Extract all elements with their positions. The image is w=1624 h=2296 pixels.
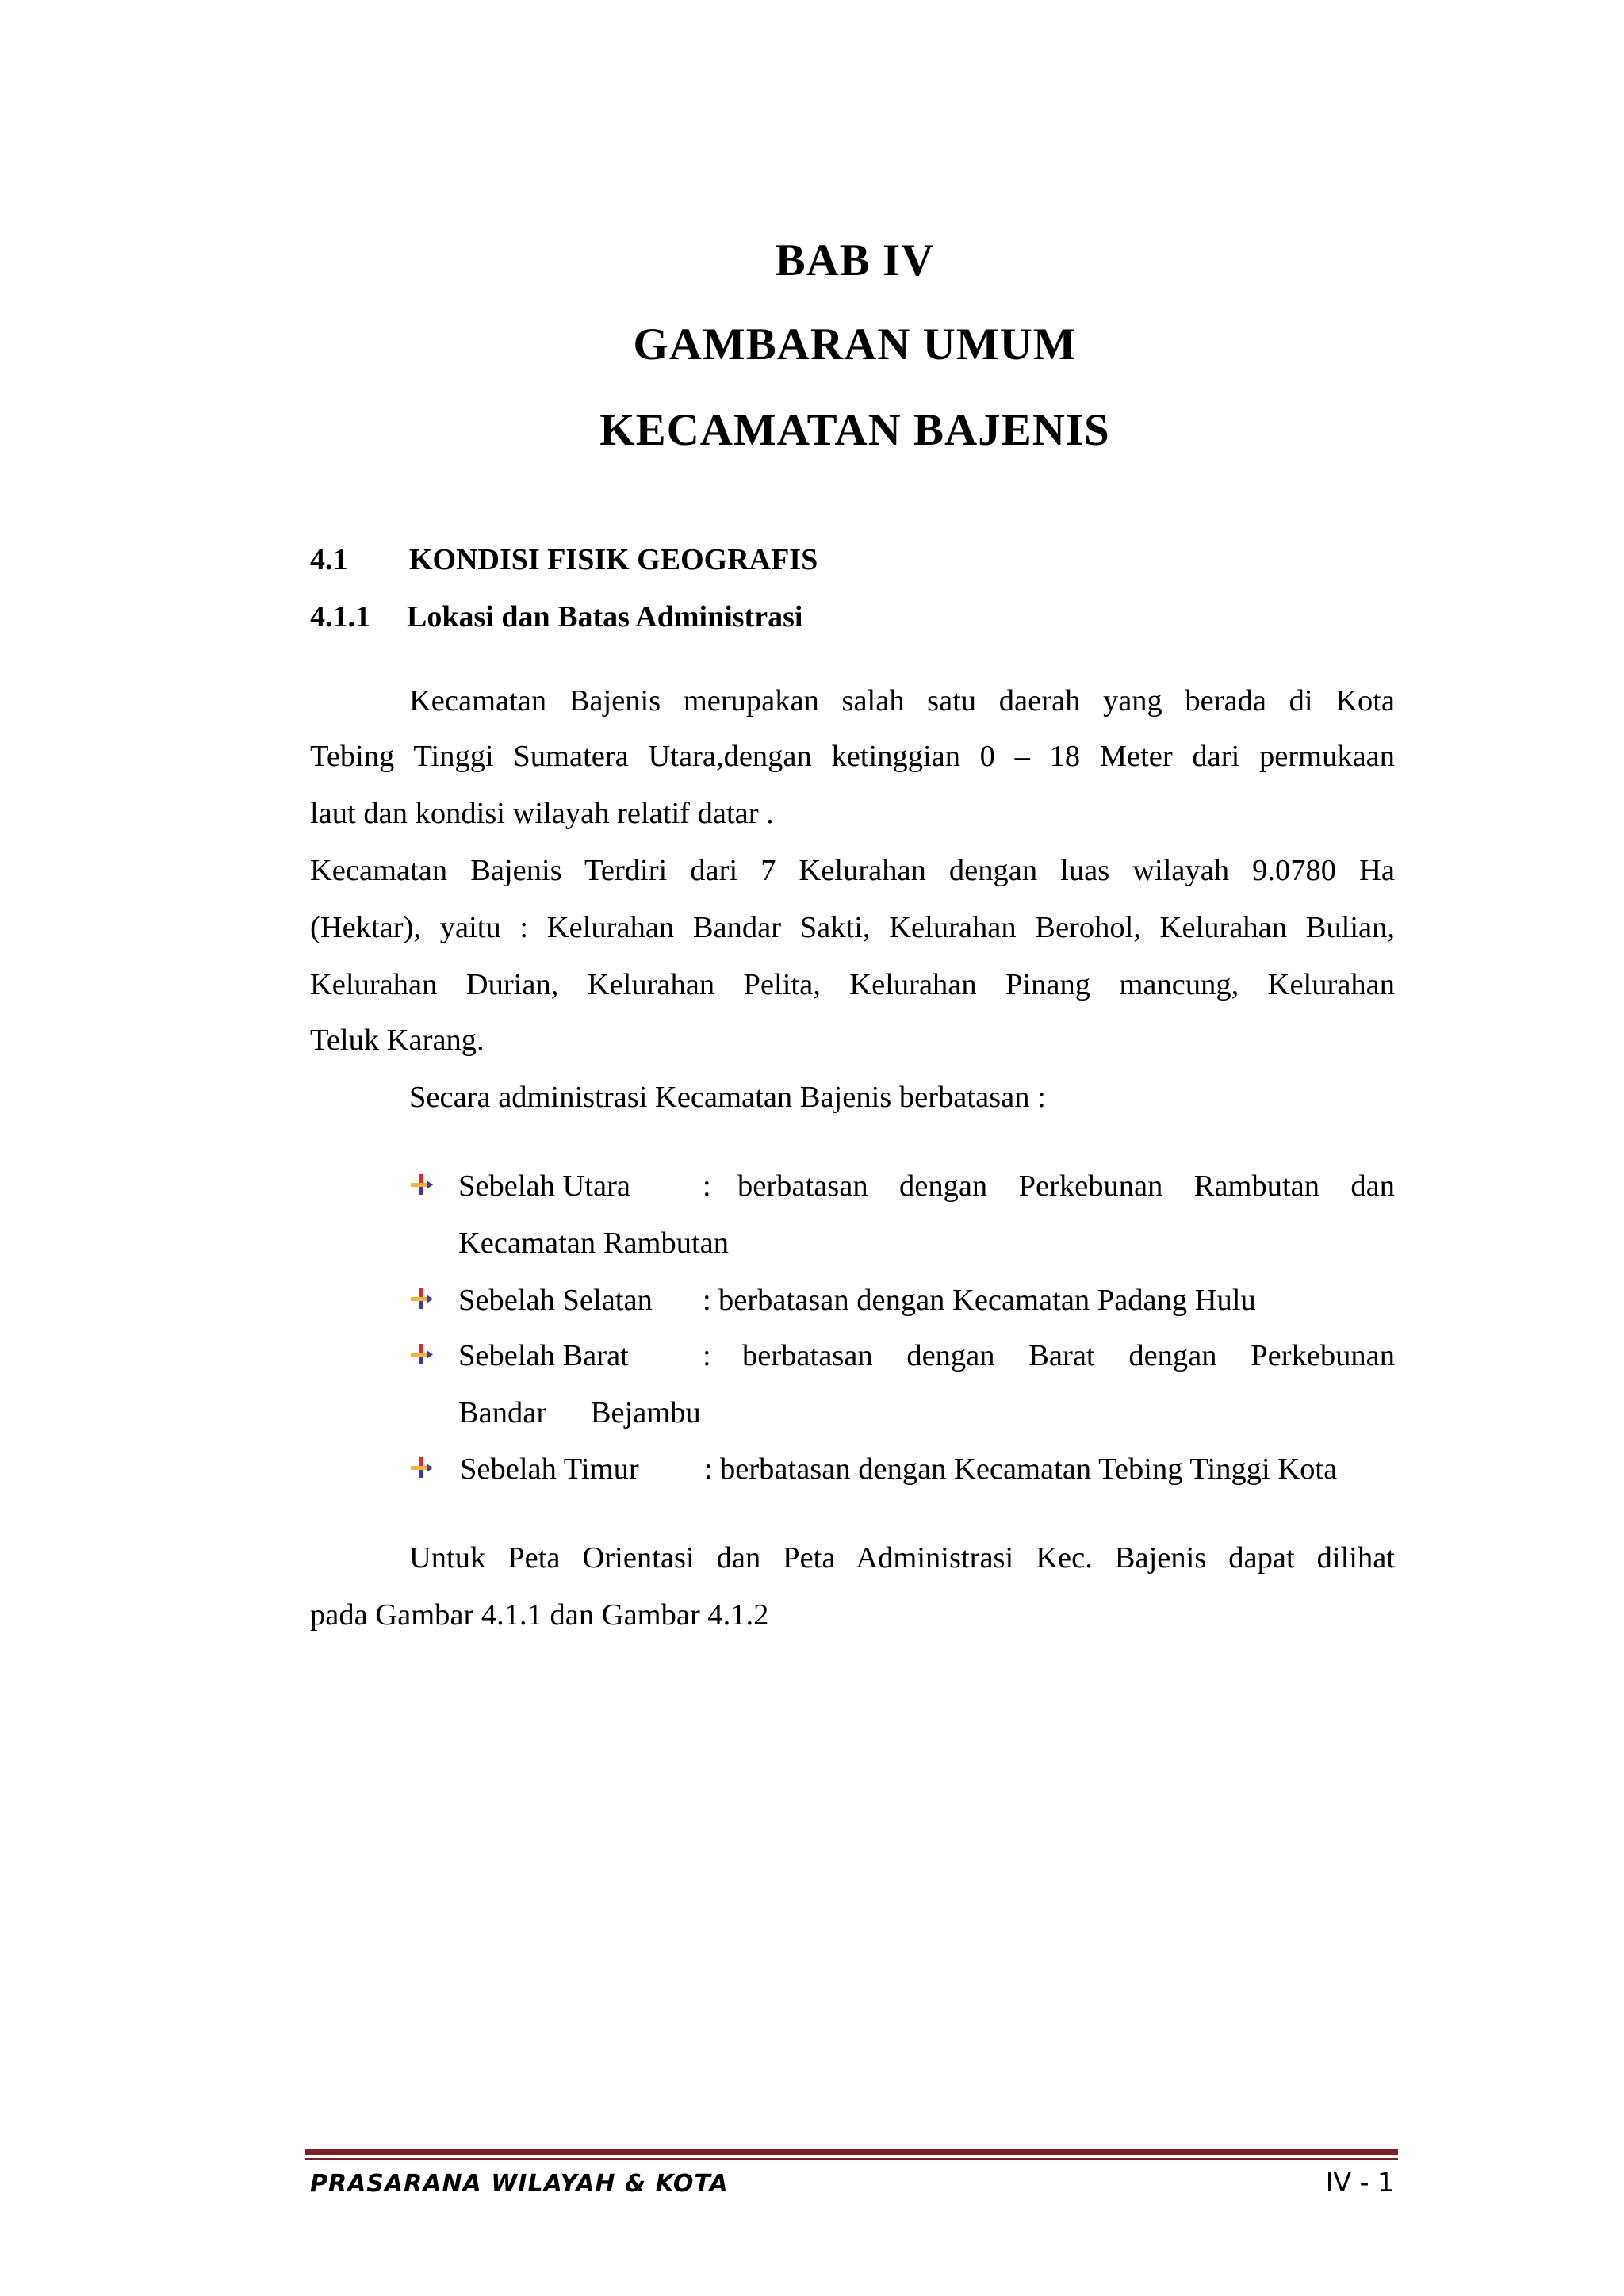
border-colon: : [704, 1452, 713, 1486]
border-description: berbatasan dengan Kecamatan Padang Hulu [718, 1284, 1256, 1317]
section-title: KONDISI FISIK GEOGRAFIS [409, 543, 818, 576]
paragraph-2-line-3: Kelurahan Durian, Kelurahan Pelita, Kelurahan Pinang mancung, Kelurahan [310, 968, 1395, 1001]
border-description: berbatasan dengan Kecamatan Tebing Tinggi Kota [720, 1452, 1338, 1486]
chapter-number: BAB IV [775, 235, 935, 285]
border-description: berbatasan dengan Perkebunan Rambutan dan [737, 1169, 1395, 1203]
border-colon: : [703, 1169, 711, 1203]
border-description: berbatasan dengan Barat dengan Perkebunan [742, 1339, 1395, 1372]
footer-rule-thin [305, 2158, 1398, 2160]
paragraph-4-line-1: Untuk Peta Orientasi dan Peta Administrasi Kec. Bajenis dapat dilihat [409, 1541, 1395, 1575]
footer-document-title: PRASARANA WILAYAH & KOTA [310, 2170, 729, 2198]
border-item-west-continuation: Bandar Bejambu [458, 1396, 701, 1429]
plus-arrow-bullet-icon [409, 1173, 433, 1196]
paragraph-1-line-2: Tebing Tinggi Sumatera Utara,dengan ketinggian 0 – 18 Meter dari permukaan [310, 740, 1395, 773]
section-heading [310, 542, 818, 577]
subsection-number: 4.1.1 [310, 600, 370, 633]
border-colon: : [703, 1339, 711, 1372]
chapter-title-line-1: GAMBARAN UMUM [633, 320, 1077, 369]
border-label: Sebelah Selatan [458, 1284, 653, 1317]
plus-arrow-bullet-icon [409, 1287, 433, 1311]
plus-arrow-bullet-icon [409, 1342, 433, 1366]
paragraph-2-line-2: (Hektar), yaitu : Kelurahan Bandar Sakti, Kelurahan Berohol, Kelurahan Bulian, [310, 911, 1395, 944]
paragraph-2-line-1: Kecamatan Bajenis Terdiri dari 7 Kelurahan dengan luas wilayah 9.0780 Ha [310, 854, 1395, 887]
subsection-title: Lokasi dan Batas Administrasi [407, 600, 803, 633]
page-number: IV - 1 [1325, 2167, 1394, 2198]
border-colon: : [703, 1284, 711, 1317]
paragraph-1-line-1: Kecamatan Bajenis merupakan salah satu daerah yang berada di Kota [409, 684, 1395, 718]
paragraph-3-line-1: Secara administrasi Kecamatan Bajenis berbatasan : [409, 1081, 1046, 1114]
border-item-north-continuation: Kecamatan Rambutan [458, 1226, 730, 1260]
subsection-heading [310, 599, 802, 634]
chapter-title-line-2: KECAMATAN BAJENIS [599, 405, 1110, 455]
paragraph-1-line-3: laut dan kondisi wilayah relatif datar . [310, 797, 774, 830]
paragraph-4-line-2: pada Gambar 4.1.1 dan Gambar 4.1.2 [310, 1598, 769, 1632]
section-number: 4.1 [310, 543, 348, 576]
plus-arrow-bullet-icon [409, 1456, 433, 1479]
paragraph-2-line-4: Teluk Karang. [310, 1024, 485, 1057]
border-label: Sebelah Barat [458, 1339, 629, 1372]
border-label: Sebelah Timur [460, 1452, 639, 1486]
border-label: Sebelah Utara [458, 1169, 630, 1203]
footer-rule-thick [305, 2149, 1398, 2155]
